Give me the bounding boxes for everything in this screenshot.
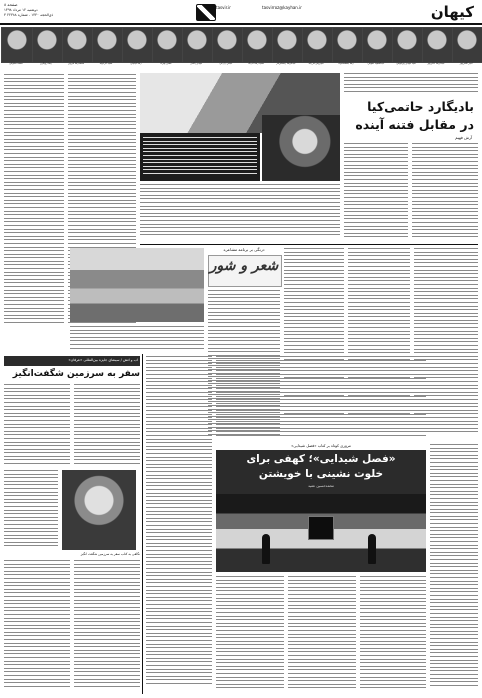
portrait-caption: رضا رویگری xyxy=(39,62,53,65)
director-photo xyxy=(262,115,340,181)
masthead-website[interactable]: tasvir.ir xyxy=(216,5,231,10)
portrait-photo xyxy=(391,27,423,63)
kaaba-shape xyxy=(308,516,334,540)
lead-intro-box xyxy=(143,135,257,179)
book-figure-right xyxy=(368,534,376,564)
text-column xyxy=(74,560,140,694)
portrait-caption: حسن بهراه xyxy=(160,62,172,65)
portrait-photo xyxy=(241,27,273,63)
text-column xyxy=(74,384,140,468)
column-divider xyxy=(142,354,143,694)
text-column xyxy=(412,143,478,243)
text-column xyxy=(216,576,284,694)
text-column xyxy=(4,560,70,694)
text-column xyxy=(360,576,426,694)
text-column xyxy=(216,356,426,440)
sidebar-kicker: آب و آتش / سینمای جایزه بین‌المللی «عرفان» xyxy=(68,358,138,362)
portrait-caption: رضا کیانیان xyxy=(130,62,142,65)
masthead-email[interactable]: tasvirroz@kayhan.ir xyxy=(262,5,302,10)
feature-photo xyxy=(70,248,204,322)
logo-emblem xyxy=(196,4,216,21)
portrait-photo xyxy=(271,27,303,63)
portrait-caption: سید مهدی پیرکوهی xyxy=(396,62,416,65)
portrait-photo xyxy=(91,27,123,63)
text-column xyxy=(70,326,204,352)
page-number: صفحه ۸ xyxy=(4,2,18,7)
portrait-strip xyxy=(0,24,482,68)
portrait-photo xyxy=(211,27,243,63)
book-figure-left xyxy=(262,534,270,564)
text-column xyxy=(146,356,212,694)
portrait-photo xyxy=(31,27,63,63)
portrait-photo xyxy=(1,27,33,63)
portrait-photo xyxy=(301,27,333,63)
portrait-photo xyxy=(181,27,213,63)
sidebar-title: سفر به سرزمین شگفت‌انگیز xyxy=(12,369,140,379)
lead-byline: آرش فهیم xyxy=(455,135,472,140)
text-column xyxy=(344,73,478,95)
sidebar-author-line: نگاهی به کتاب سفر به سرزمین شگفت انگیز xyxy=(80,552,140,556)
portrait-photo xyxy=(331,27,363,63)
text-column xyxy=(288,576,356,694)
book-subtitle: خلوت نشینی با خویشتن xyxy=(258,468,384,480)
portrait-photo xyxy=(61,27,93,63)
lead-subtitle: در مقابل فتنه آینده xyxy=(355,117,474,132)
portrait-photo xyxy=(121,27,153,63)
portrait-photo xyxy=(151,27,183,63)
text-column xyxy=(4,74,64,332)
book-kicker: مروری کوتاه بر کتاب «فصل شیدایی» xyxy=(291,443,351,448)
portrait-caption: سیروس فرزانه xyxy=(308,62,324,65)
text-column xyxy=(4,384,70,468)
portrait-photo xyxy=(361,27,393,63)
text-column xyxy=(4,470,58,550)
portrait-caption: محمدرضا فروتن xyxy=(67,62,85,65)
portrait-caption: عباس زارعی xyxy=(219,62,233,65)
portrait-caption: عبدالرضا عالی‌پور xyxy=(427,62,445,65)
portrait-caption: حمید رضا آذرنگ xyxy=(248,62,264,65)
section-divider xyxy=(140,244,478,245)
portrait-caption: حمید گرانپایه xyxy=(99,62,113,65)
portrait-caption: عبدالمجید صوفی xyxy=(367,62,385,65)
feature-title: شعر و شور xyxy=(209,258,279,274)
sidebar-author-photo xyxy=(62,470,136,550)
masthead-logo: کیهان xyxy=(430,3,474,21)
portrait-caption: مهدی پاکدل xyxy=(190,62,202,65)
issue-date: دوشنبه ۱۲ مرداد ۱۳۹۸ xyxy=(4,8,38,12)
portrait-photo xyxy=(421,27,453,63)
feature-kicker: درنگی بر برنامه مشاعره xyxy=(223,247,265,252)
text-column xyxy=(430,444,478,694)
text-column xyxy=(140,184,340,242)
text-column xyxy=(344,143,408,243)
issue-number: ۳ ذی‌الحجه ۱۴۴۰ - شماره ۲۲۳۸۸ xyxy=(4,13,54,17)
lead-title: بادیگارد حاتمی‌کیا xyxy=(367,99,474,114)
book-byline: محمدحسین عمید xyxy=(308,484,334,488)
masthead xyxy=(0,0,482,26)
portrait-caption: محمد سلوکی xyxy=(9,62,23,65)
portrait-photo xyxy=(451,27,482,63)
portrait-caption: رضا بنفشه‌خواه xyxy=(338,62,354,65)
portrait-caption: عبدالرضا رحمانی‌فر xyxy=(276,62,296,65)
portrait-caption: امیر کافی‌پور xyxy=(459,62,473,65)
book-title: «فصل شیدایی»؛ کهفی برای xyxy=(246,453,396,465)
